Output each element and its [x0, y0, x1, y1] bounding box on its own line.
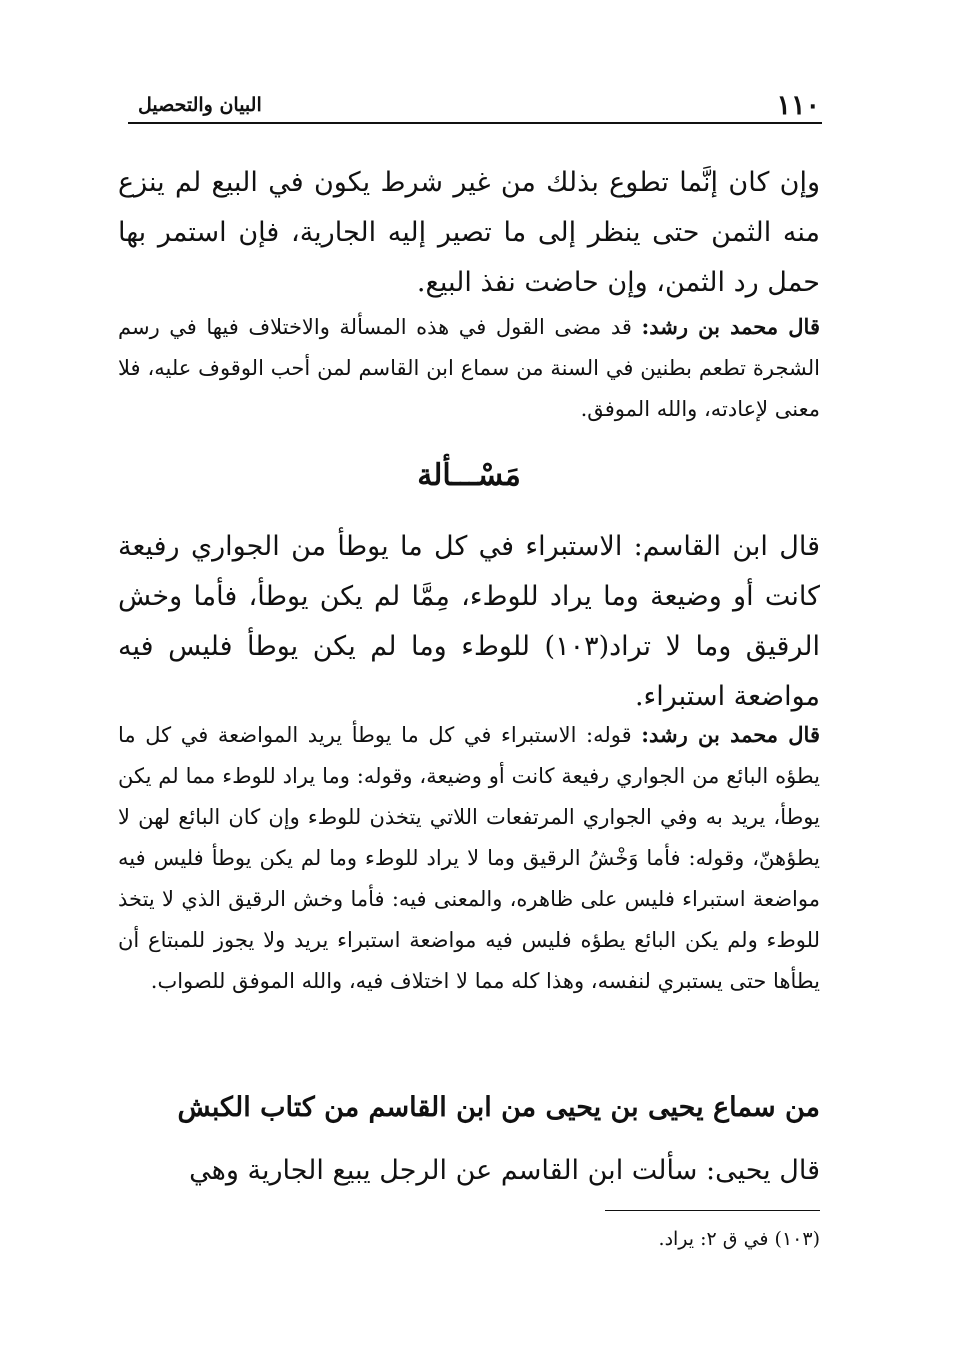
paragraph-2: قال ابن القاسم: الاستبراء في كل ما يوطأ من الجواري رفيعة كانت أو وضيعة وما يراد للوطء، مِمَّا لم يكن يوطأ، فأما وخش الرقيق وما لا تراد(١٠٣) للوطء وما لم يكن يوطأ فليس فيه مواضعة استبراء.: [118, 531, 820, 712]
running-title: البيان والتحصيل: [138, 94, 262, 116]
page-number: ١١٠: [776, 90, 820, 121]
page-header: [128, 86, 822, 124]
commentary-2: [118, 714, 820, 1002]
commentary-text: قوله: الاستبراء في كل ما يوطأ يريد المواضعة في كل ما يطؤه البائع من الجواري رفيعة كانت أو وضيعة، وقوله: وما يراد للوطء مما لم يكن يوطأ، يريد به وفي الجواري المرتفعات اللاتي يتخذن للوطء وإن كان البائع لهن لا يطؤهنّ، وقوله: فأما وَخْشُ الرقيق وما لا يراد للوطء وما لم يكن يوطأ فليس فيه مواضعة استبراء فليس على ظاهره، والمعنى فيه: فأما وخش الرقيق الذي لا يتخذ للوطء ولم يكن البائع يطؤه فليس فيه مواضعة استبراء يريد ولا يجوز للمبتاع أن يطأها حتى يستبري لنفسه، وهذا كله مما لا اختلاف فيه، والله الموفق للصواب.: [118, 723, 820, 993]
paragraph-text: سألت ابن القاسم عن الرجل يبيع الجارية وهي: [189, 1155, 698, 1186]
commentary-1: [118, 306, 820, 430]
paragraph-1: وإن كان إنَّما تطوع بذلك من غير شرط يكون في البيع لم ينزع منه الثمن حتى ينظر إلى ما تصير إليه الجارية، فإن استمر بها حمل رد الثمن، وإن حاضت نفذ البيع.: [118, 167, 820, 298]
paragraph-label: قال يحيى:: [705, 1155, 820, 1186]
paragraph-3: [118, 1146, 820, 1196]
footnote-divider: [605, 1210, 820, 1211]
footnote: (١٠٣) في ق ٢: يراد.: [658, 1228, 820, 1250]
commentary-label: قال محمد بن رشد:: [641, 314, 820, 339]
commentary-label: قال محمد بن رشد:: [641, 722, 820, 747]
chapter-title: من سماع يحيى بن يحيى من ابن القاسم من كتاب الكبش: [177, 1092, 820, 1123]
commentary-text: قد مضى القول في هذه المسألة والاختلاف فيها في رسم الشجرة تطعم بطنين في السنة من سماع ابن القاسم لمن أحب الوقوف عليه، فلا معنى لإعادته، والله الموفق.: [118, 315, 820, 421]
section-title: مَسْـــألة: [417, 458, 521, 493]
